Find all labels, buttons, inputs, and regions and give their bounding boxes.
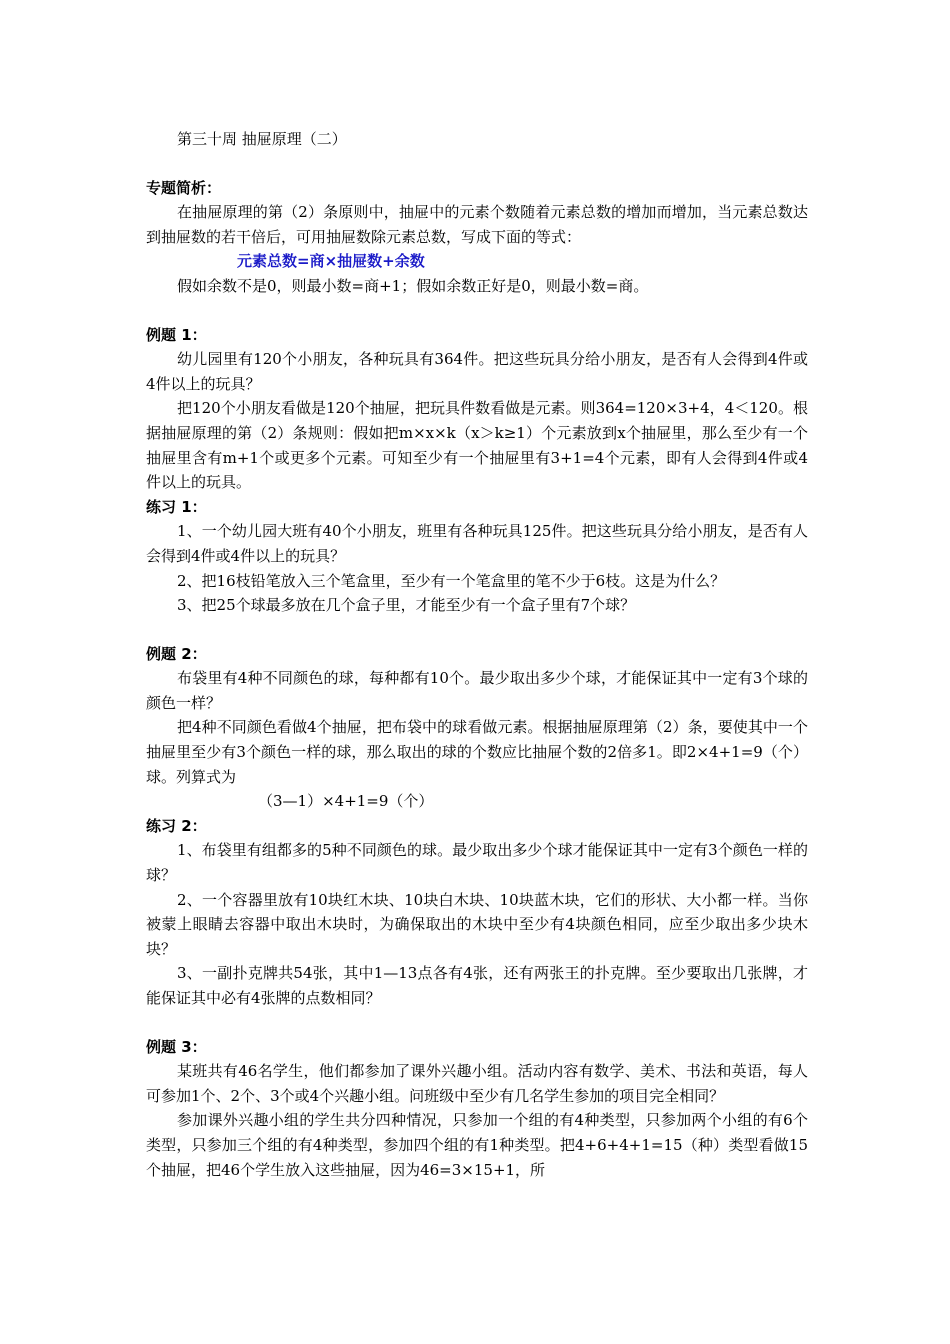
practice2-heading: 练习 2： (146, 816, 207, 835)
intro-formula: 元素总数=商×抽屉数+余数 (237, 252, 425, 271)
spacer (146, 1011, 808, 1035)
example3-solution: 参加课外兴趣小组的学生共分四种情况，只参加一个组的有4种类型，只参加两个小组的有6个类型，只参加三个组的有4种类型，参加四个组的有1种类型。把4+6+4+1=15（种）类型看做15个抽屉，把46个学生放入这些抽屉，因为46=3×15+1，所 (146, 1111, 808, 1179)
intro-paragraph: 在抽屉原理的第（2）条原则中，抽屉中的元素个数随着元素总数的增加而增加，当元素总数达到抽屉数的若干倍后，可用抽屉数除元素总数，写成下面的等式： (146, 203, 808, 246)
practice1-heading: 练习 1： (146, 497, 207, 516)
practice1-item-3: 3、把25个球最多放在几个盒子里，才能至少有一个盒子里有7个球？ (177, 596, 636, 615)
spacer (146, 299, 808, 323)
intro-heading: 专题简析： (146, 178, 222, 197)
page-title: 第三十周 抽屉原理（二） (177, 130, 347, 148)
example2-solution: 把4种不同颜色看做4个抽屉，把布袋中的球看做元素。根据抽屉原理第（2）条，要使其中一个抽屉里至少有3个颜色一样的球，那么取出的球的个数应比抽屉个数的2倍多1。即2×4+1=9（个）球。列算式为 (146, 718, 808, 786)
practice2-item-2: 2、一个容器里放有10块红木块、10块白木块、10块蓝木块，它们的形状、大小都一样。当你被蒙上眼睛去容器中取出木块时，为确保取出的木块中至少有4块颜色相同，应至少取出多少块木块？ (146, 890, 808, 958)
example3-question: 某班共有46名学生，他们都参加了课外兴趣小组。活动内容有数学、美术、书法和英语，每人可参加1个、2个、3个或4个兴趣小组。问班级中至少有几名学生参加的项目完全相同？ (146, 1062, 808, 1105)
document-body (146, 127, 808, 1182)
practice2-item-1: 1、布袋里有组都多的5种不同颜色的球。最少取出多少个球才能保证其中一定有3个颜色一样的球？ (146, 841, 808, 885)
example2-formula: （3—1）×4+1=9（个） (258, 792, 434, 811)
example3-heading: 例题 3： (146, 1037, 207, 1056)
example1-heading: 例题 1： (146, 325, 207, 344)
example1-question: 幼儿园里有120个小朋友，各种玩具有364件。把这些玩具分给小朋友，是否有人会得到4件或4件以上的玩具？ (146, 350, 808, 393)
spacer (146, 618, 808, 642)
intro-remainder-rule: 假如余数不是0，则最小数=商+1；假如余数正好是0，则最小数=商。 (177, 276, 649, 295)
practice2-item-3: 3、一副扑克牌共54张，其中1—13点各有4张，还有两张王的扑克牌。至少要取出几张牌，才能保证其中必有4张牌的点数相同？ (146, 964, 808, 1007)
example1-solution: 把120个小朋友看做是120个抽屉，把玩具件数看做是元素。则364=120×3+4，4＜120。根据抽屉原理的第（2）条规则：假如把m×x×k（x＞k≥1）个元素放到x个抽屉里，那么至少有一个抽屉里含有m+1个或更多个元素。可知至少有一个抽屉里有3+1=4个元素，即有人会得到4件或4件以上的玩具。 (146, 399, 808, 492)
example2-question: 布袋里有4种不同颜色的球，每种都有10个。最少取出多少个球，才能保证其中一定有3个球的颜色一样？ (146, 669, 808, 712)
practice1-item-1: 1、一个幼儿园大班有40个小朋友，班里有各种玩具125件。把这些玩具分给小朋友，是否有人会得到4件或4件以上的玩具？ (146, 522, 808, 565)
practice1-item-2: 2、把16枝铅笔放入三个笔盒里，至少有一个笔盒里的笔不少于6枝。这是为什么？ (177, 571, 726, 590)
example2-heading: 例题 2： (146, 644, 207, 663)
